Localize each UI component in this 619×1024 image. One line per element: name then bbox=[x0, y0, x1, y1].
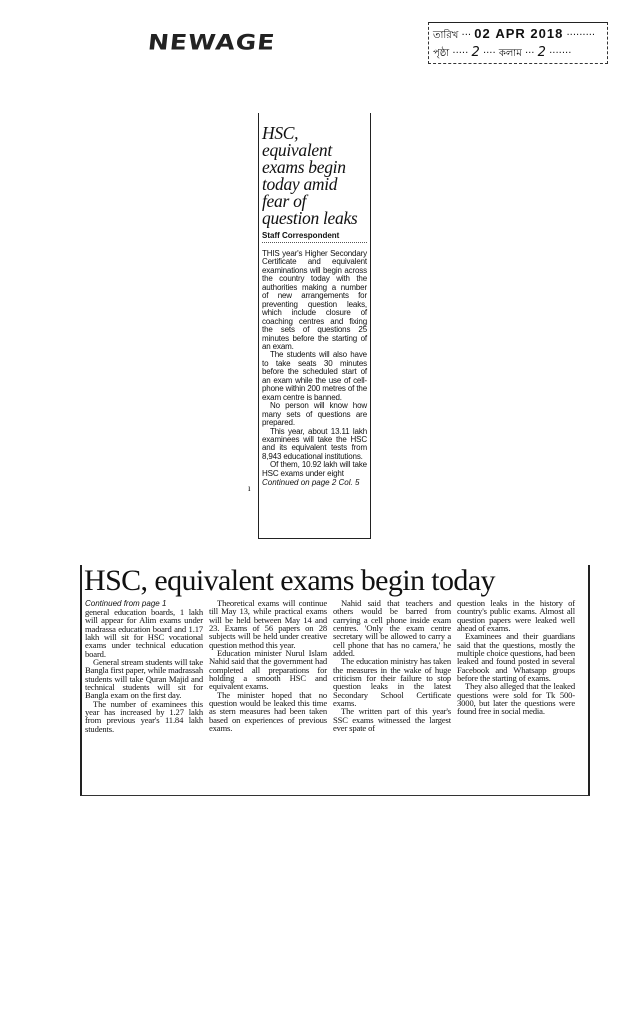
column-3 bbox=[333, 599, 451, 733]
paragraph: Theoretical exams will continue till May 13, while practical exams will be held between May 14 and 23. Exams of 56 papers on 28 subjects will be held under creative question method this year. bbox=[209, 598, 327, 650]
paragraph: They also alleged that the leaked questions were sold for Tk 500-3000, but later the questions were found free in social media. bbox=[457, 681, 575, 717]
scan-mark: ı bbox=[248, 483, 251, 493]
front-page-article-clipping bbox=[258, 113, 371, 539]
paragraph: The students will also have to take seats 30 minutes before the scheduled start of an exam while the use of cell-phone within 200 metres of the exam centre is banned. bbox=[262, 350, 367, 402]
paragraph: general education boards, 1 lakh will appear for Alim exams under madrassa education board and 1.17 lakh will sit for HSC vocational exams under technical education board. bbox=[85, 607, 203, 659]
stamp-date: 02 APR 2018 bbox=[474, 26, 564, 41]
page-number: 2 bbox=[471, 45, 480, 60]
paragraph: The number of examinees this year has increased by 1.27 lakh from previous year's 11.84 lakh students. bbox=[85, 698, 203, 734]
article-headline: HSC, equivalent exams begin today amid fear of question leaks bbox=[262, 123, 358, 228]
column-4 bbox=[457, 599, 575, 733]
column-2 bbox=[209, 599, 327, 733]
paragraph: General stream students will take Bangla first paper, while madrassah students will take Quran Majid and technical students will sit for Bangla exam on the first day. bbox=[85, 657, 203, 701]
paragraph: question leaks in the history of country's public exams. Almost all question papers were leaked well ahead of exams. bbox=[457, 598, 575, 634]
paragraph: Examinees and their guardians said that the questions, mostly the multiple choice questions, had been leaked and found posted in several Facebook and Whatsapp groups before the starting of exams. bbox=[457, 631, 575, 684]
date-label: তারিখ bbox=[433, 30, 459, 41]
article-body bbox=[262, 250, 367, 478]
paragraph: Nahid said that teachers and others would be barred from carrying a cell phone inside exam centres. 'Only the exam centre secretary will be allowed to carry a cell phone that has no camera,' he added. bbox=[333, 598, 451, 659]
article-byline: Staff Correspondent bbox=[262, 231, 367, 243]
column-1 bbox=[85, 599, 203, 733]
column-number: 2 bbox=[537, 45, 546, 60]
paragraph: THIS year's Higher Secondary Certificate and equivalent examinations will begin across the country today with the authorities making a number of new arrangements for preventing question leaks, which include closure of coaching centres and fixing the sets of questions 25 minutes before the starting of an exam. bbox=[262, 249, 367, 351]
continued-note: Continued on page 2 Col. 5 bbox=[262, 478, 360, 488]
newspaper-logo: NEWAGE bbox=[146, 30, 277, 55]
paragraph: The written part of this year's SSC exams witnessed the largest ever spate of bbox=[333, 706, 451, 734]
clipping-date-stamp: তারিখ ··· 02 APR 2018 ········· পৃষ্ঠা ····· 2 ···· কলাম ··· 2 ······· bbox=[428, 22, 608, 64]
paragraph: Of them, 10.92 lakh will take HSC exams under eight bbox=[262, 460, 367, 478]
column-label: কলাম bbox=[498, 48, 522, 59]
paragraph: No person will know how many sets of questions are prepared. bbox=[262, 401, 367, 428]
paragraph: Education minister Nurul Islam Nahid said that the government had completed all preparations for holding a smooth HSC and equivalent exams. bbox=[209, 648, 327, 692]
paragraph: The education ministry has taken the measures in the wake of huge criticism for their failure to stop question leaks in the latest Secondary School Certificate exams. bbox=[333, 656, 451, 709]
continued-from-note: Continued from page 1 bbox=[85, 599, 167, 608]
paragraph: This year, about 13.11 lakh examinees will take the HSC and its equivalent tests from 8,943 educational institutions. bbox=[262, 426, 367, 461]
continued-headline: HSC, equivalent exams begin today bbox=[84, 564, 495, 597]
continued-article-clipping bbox=[80, 565, 590, 796]
page-label: পৃষ্ঠা bbox=[433, 48, 450, 59]
paragraph: The minister hoped that no question would be leaked this time as stern measures had been taken based on experiences of previous exams. bbox=[209, 689, 327, 734]
